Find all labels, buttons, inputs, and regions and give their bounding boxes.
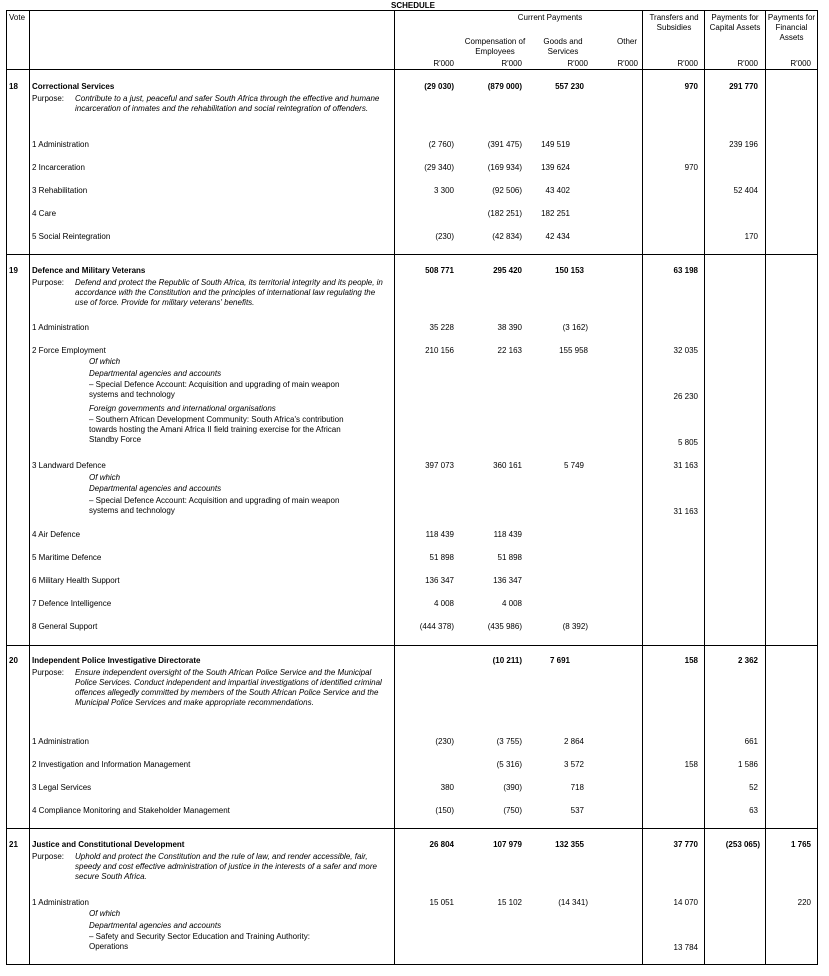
programme-label: 1 Administration — [32, 737, 89, 746]
vote-number: 19 — [9, 266, 18, 275]
unit-capital: R'000 — [737, 59, 758, 68]
programme-transfers: 32 035 — [673, 346, 698, 355]
programme-goods: 537 — [570, 806, 584, 815]
programme-goods: 155 958 — [559, 346, 588, 355]
programme-label: 3 Rehabilitation — [32, 186, 88, 195]
programme-comp: (42 834) — [492, 232, 522, 241]
programme-comp: 360 161 — [493, 461, 522, 470]
col-sep-transfers — [704, 10, 705, 965]
programme-label: 3 Legal Services — [32, 783, 92, 792]
programme-label: 8 General Support — [32, 622, 98, 631]
goods-header: Goods and Services — [543, 37, 583, 56]
vote-capital: 291 770 — [729, 82, 758, 91]
programme-goods: 2 864 — [563, 737, 584, 746]
programme-comp: (169 934) — [487, 163, 522, 172]
current-payments-header: Current Payments — [517, 13, 583, 22]
table-border-bottom — [6, 964, 818, 965]
programme-label: 5 Maritime Defence — [32, 553, 102, 562]
vote-goods: 557 230 — [555, 82, 584, 91]
purpose-text: Uphold and protect the Constitution and the rule of law, and render accessible, fair, speedy and cost effective administration of justice in the interests of a safer and more secure South Africa. — [75, 852, 377, 881]
unit-transfers: R'000 — [677, 59, 698, 68]
group-heading: Departmental agencies and accounts — [89, 369, 222, 378]
vote-separator — [6, 254, 818, 255]
vote-name: Justice and Constitutional Development — [32, 840, 185, 849]
programme-comp: (92 506) — [492, 186, 522, 195]
programme-label: 1 Administration — [32, 140, 89, 149]
unit-financial: R'000 — [790, 59, 811, 68]
vote-separator — [6, 828, 818, 829]
purpose-label: Purpose: — [32, 94, 65, 103]
group-item-transfers: 13 784 — [673, 943, 698, 952]
purpose-text: Defend and protect the Republic of South Africa, its territorial integrity and its people, in accordance with the Constitution and the principles of international law regulating the use of force. Provide for military veterans' benefits. — [75, 278, 383, 307]
programme-goods: 43 402 — [545, 186, 570, 195]
programme-label: 3 Landward Defence — [32, 461, 106, 470]
programme-total: 397 073 — [425, 461, 454, 470]
programme-goods: 718 — [570, 783, 584, 792]
programme-total: 15 051 — [429, 898, 454, 907]
schedule-title: SCHEDULE — [391, 1, 436, 10]
programme-label: 4 Air Defence — [32, 530, 81, 539]
programme-goods: 149 519 — [541, 140, 570, 149]
vote-comp: 107 979 — [493, 840, 522, 849]
header-rule — [6, 69, 818, 70]
programme-label: 4 Compliance Monitoring and Stakeholder Management — [32, 806, 230, 815]
unit-goods: R'000 — [567, 59, 588, 68]
vote-financial: 1 765 — [790, 840, 811, 849]
vote-total: 508 771 — [425, 266, 454, 275]
vote-header: Vote — [9, 13, 26, 22]
vote-capital: 2 362 — [737, 656, 758, 665]
programme-comp: (5 316) — [496, 760, 522, 769]
programme-total: (444 378) — [419, 622, 454, 631]
programme-label: 1 Administration — [32, 323, 89, 332]
programme-comp: (750) — [503, 806, 522, 815]
programme-total: 118 439 — [425, 530, 454, 539]
vote-separator — [6, 645, 818, 646]
capital-header: Payments for Capital Assets — [709, 13, 761, 32]
vote-comp: (10 211) — [492, 656, 522, 665]
vote-name: Defence and Military Veterans — [32, 266, 146, 275]
programme-label: 1 Administration — [32, 898, 89, 907]
group-item: – Safety and Security Sector Education and Training Authority: Operations — [89, 932, 311, 951]
programme-comp: (182 251) — [487, 209, 522, 218]
programme-label: 7 Defence Intelligence — [32, 599, 112, 608]
vote-goods: 132 355 — [555, 840, 584, 849]
programme-total: 51 898 — [429, 553, 454, 562]
vote-number: 18 — [9, 82, 18, 91]
col-sep-current — [642, 10, 643, 965]
group-item-transfers: 26 230 — [673, 392, 698, 401]
transfers-header: Transfers and Subsidies — [649, 13, 699, 32]
unit-other: R'000 — [617, 59, 638, 68]
programme-comp: (391 475) — [487, 140, 522, 149]
col-sep-vote — [29, 10, 30, 965]
vote-comp: 295 420 — [493, 266, 522, 275]
programme-goods: 139 624 — [541, 163, 570, 172]
programme-label: 4 Care — [32, 209, 57, 218]
programme-label: 2 Incarceration — [32, 163, 85, 172]
vote-number: 20 — [9, 656, 18, 665]
programme-goods: 182 251 — [541, 209, 570, 218]
programme-comp: 51 898 — [497, 553, 522, 562]
programme-capital: 52 404 — [733, 186, 758, 195]
group-heading: Foreign governments and international organisations — [89, 404, 276, 413]
programme-comp: (435 986) — [487, 622, 522, 631]
vote-transfers: 970 — [684, 82, 698, 91]
programme-total: 210 156 — [425, 346, 454, 355]
programme-total: 380 — [440, 783, 454, 792]
vote-goods: 150 153 — [555, 266, 584, 275]
table-border-right — [817, 10, 818, 965]
other-header: Other — [617, 37, 638, 46]
unit-total: R'000 — [433, 59, 454, 68]
programme-label: 2 Investigation and Information Management — [32, 760, 191, 769]
group-heading: Departmental agencies and accounts — [89, 484, 222, 493]
programme-comp: 15 102 — [497, 898, 522, 907]
purpose-text: Contribute to a just, peaceful and safer South Africa through the effective and humane incarceration of inmates and the rehabilitation and social reintegration of offenders. — [75, 94, 380, 113]
programme-total: 3 300 — [433, 186, 454, 195]
programme-comp: 22 163 — [497, 346, 522, 355]
programme-transfers: 970 — [684, 163, 698, 172]
programme-comp: 118 439 — [493, 530, 522, 539]
col-sep-desc — [394, 10, 395, 965]
purpose-label: Purpose: — [32, 668, 65, 677]
programme-total: (150) — [435, 806, 454, 815]
of-which-label: Of which — [89, 357, 121, 366]
programme-goods: 42 434 — [545, 232, 570, 241]
financial-header: Payments for Financial Assets — [767, 13, 816, 42]
programme-total: 35 228 — [429, 323, 454, 332]
vote-transfers: 158 — [684, 656, 698, 665]
table-border-left — [6, 10, 7, 965]
programme-capital: 661 — [744, 737, 758, 746]
vote-comp: (879 000) — [487, 82, 522, 91]
programme-transfers: 14 070 — [673, 898, 698, 907]
group-item-transfers: 5 805 — [677, 438, 698, 447]
programme-total: (230) — [435, 737, 454, 746]
programme-goods: (14 341) — [558, 898, 588, 907]
programme-label: 6 Military Health Support — [32, 576, 120, 585]
programme-capital: 63 — [749, 806, 758, 815]
of-which-label: Of which — [89, 909, 121, 918]
vote-name: Correctional Services — [32, 82, 115, 91]
vote-transfers: 37 770 — [673, 840, 698, 849]
vote-capital: (253 065) — [725, 840, 760, 849]
group-item-transfers: 31 163 — [673, 507, 698, 516]
purpose-label: Purpose: — [32, 852, 65, 861]
programme-total: 4 008 — [433, 599, 454, 608]
programme-total: 136 347 — [425, 576, 454, 585]
purpose-text: Ensure independent oversight of the South African Police Service and the Municipal Police Services. Conduct independent and impartial investigations of identified criminal offences allegedly committed by members of the South African Police Service and the Municipal Police Services and make appropriate recommendations. — [75, 668, 382, 707]
group-item: – Special Defence Account: Acquisition and upgrading of main weapon systems and technology — [89, 496, 340, 515]
programme-comp: 4 008 — [501, 599, 522, 608]
purpose-label: Purpose: — [32, 278, 65, 287]
programme-total: (230) — [435, 232, 454, 241]
programme-goods: (8 392) — [562, 622, 588, 631]
of-which-label: Of which — [89, 473, 121, 482]
programme-comp: (3 755) — [496, 737, 522, 746]
unit-comp: R'000 — [501, 59, 522, 68]
programme-capital: 170 — [744, 232, 758, 241]
programme-label: 2 Force Employment — [32, 346, 106, 355]
programme-goods: 5 749 — [563, 461, 584, 470]
programme-total: (2 760) — [428, 140, 454, 149]
programme-comp: 38 390 — [497, 323, 522, 332]
vote-transfers: 63 198 — [673, 266, 698, 275]
programme-transfers: 158 — [684, 760, 698, 769]
programme-capital: 52 — [749, 783, 758, 792]
programme-capital: 239 196 — [729, 140, 758, 149]
vote-goods: 7 691 — [549, 656, 570, 665]
programme-total: (29 340) — [424, 163, 454, 172]
programme-comp: 136 347 — [493, 576, 522, 585]
programme-capital: 1 586 — [737, 760, 758, 769]
vote-total: 26 804 — [429, 840, 454, 849]
programme-financial: 220 — [797, 898, 811, 907]
programme-comp: (390) — [503, 783, 522, 792]
vote-name: Independent Police Investigative Directorate — [32, 656, 201, 665]
compensation-header: Compensation of Employees — [464, 37, 526, 56]
vote-number: 21 — [9, 840, 18, 849]
group-heading: Departmental agencies and accounts — [89, 921, 222, 930]
programme-transfers: 31 163 — [673, 461, 698, 470]
programme-goods: (3 162) — [562, 323, 588, 332]
vote-total: (29 030) — [424, 82, 454, 91]
group-item: – Special Defence Account: Acquisition and upgrading of main weapon systems and technology — [89, 380, 340, 399]
group-item: – Southern African Development Community: South Africa's contribution towards hosting the Amani Africa II field training exercise for the African Standby Force — [89, 415, 344, 444]
col-sep-capital — [765, 10, 766, 965]
programme-label: 5 Social Reintegration — [32, 232, 111, 241]
programme-goods: 3 572 — [563, 760, 584, 769]
